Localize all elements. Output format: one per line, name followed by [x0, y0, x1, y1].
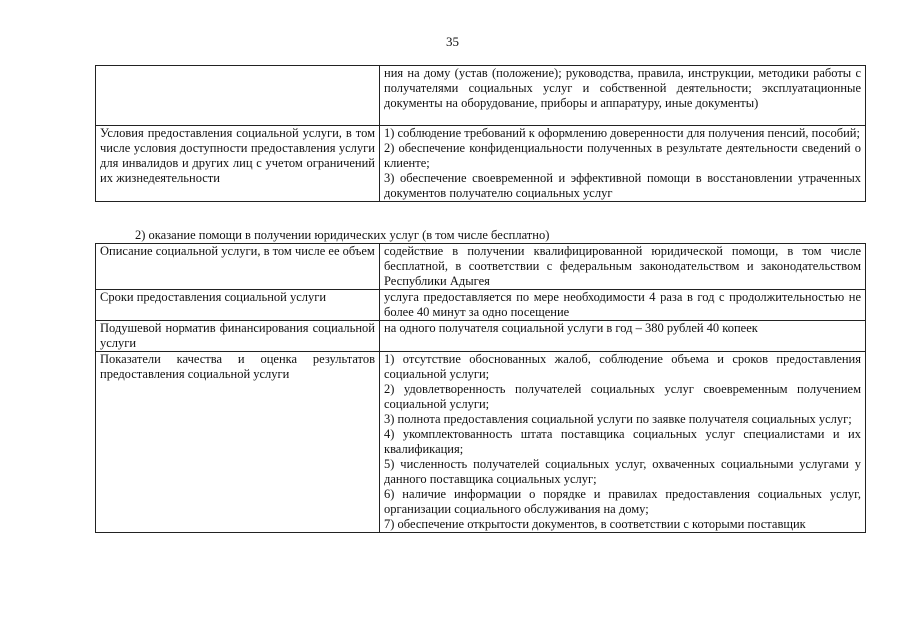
value-paragraph: 4) укомплектованность штата поставщика социальных услуг специалистами и их квалификация;: [384, 427, 861, 456]
row-value-cell: [380, 126, 866, 202]
value-paragraph: 2) удовлетворенность получателей социальных услуг своевременным получением социальной услуги;: [384, 382, 861, 411]
table-row: [96, 126, 866, 202]
table-row: [96, 244, 866, 290]
services-table-continued: [95, 65, 866, 202]
row-value-cell: [380, 321, 866, 352]
page-number: 35: [446, 34, 459, 49]
table-row: [96, 66, 866, 126]
value-paragraph: 2) обеспечение конфиденциальности полученных в результате деятельности сведений о клиенте;: [384, 141, 861, 170]
row-label-cell: Описание социальной услуги, в том числе ее объем: [96, 244, 380, 290]
table-row: [96, 321, 866, 352]
value-paragraph: 1) соблюдение требований к оформлению доверенности для получения пенсий, пособий;: [384, 126, 860, 140]
value-paragraph: 3) обеспечение своевременной и эффективной помощи в восстановлении утраченных документов получателю социальных услуг: [384, 171, 861, 200]
value-paragraph: 7) обеспечение открытости документов, в соответствии с которыми поставщик: [384, 517, 806, 531]
table-row: [96, 352, 866, 533]
row-value-cell: [380, 66, 866, 126]
value-paragraph: ния на дому (устав (положение); руководства, правила, инструкции, методики работы с получателями социальных услуг и собственной деятельности; эксплуатационные документы на оборудование, приборы и аппаратуру, иные документы): [384, 66, 861, 110]
row-label-cell: Сроки предоставления социальной услуги: [96, 290, 380, 321]
row-value-cell: [380, 290, 866, 321]
value-paragraph: 1) отсутствие обоснованных жалоб, соблюдение объема и сроков предоставления социальной услуги;: [384, 352, 861, 381]
row-label-cell: [96, 66, 380, 126]
row-label-cell: Подушевой норматив финансирования социальной услуги: [96, 321, 380, 352]
value-paragraph: 6) наличие информации о порядке и правилах предоставления социальных услуг, организации социального обслуживания на дому;: [384, 487, 861, 516]
row-label-cell: Условия предоставления социальной услуги, в том числе условия доступности предоставления услуги для инвалидов и других лиц с учетом ограничений их жизнедеятельности: [96, 126, 380, 202]
legal-assistance-table: [95, 243, 866, 533]
value-paragraph: содействие в получении квалифицированной юридической помощи, в том числе бесплатной, в соответствии с федеральным законодательством и законодательством Республики Адыгея: [384, 244, 861, 288]
section-title: 2) оказание помощи в получении юридических услуг (в том числе бесплатно): [135, 228, 550, 242]
row-value-cell: [380, 244, 866, 290]
table-row: [96, 290, 866, 321]
value-paragraph: на одного получателя социальной услуги в год – 380 рублей 40 копеек: [384, 321, 758, 335]
value-paragraph: 5) численность получателей социальных услуг, охваченных социальными услугами у данного поставщика социальных услуг;: [384, 457, 861, 486]
value-paragraph: 3) полнота предоставления социальной услуги по заявке получателя социальных услуг;: [384, 412, 852, 426]
value-paragraph: услуга предоставляется по мере необходимости 4 раза в год с продолжительностью не более 40 минут за одно посещение: [384, 290, 861, 319]
row-value-cell: [380, 352, 866, 533]
row-label-cell: Показатели качества и оценка результатов предоставления социальной услуги: [96, 352, 380, 533]
